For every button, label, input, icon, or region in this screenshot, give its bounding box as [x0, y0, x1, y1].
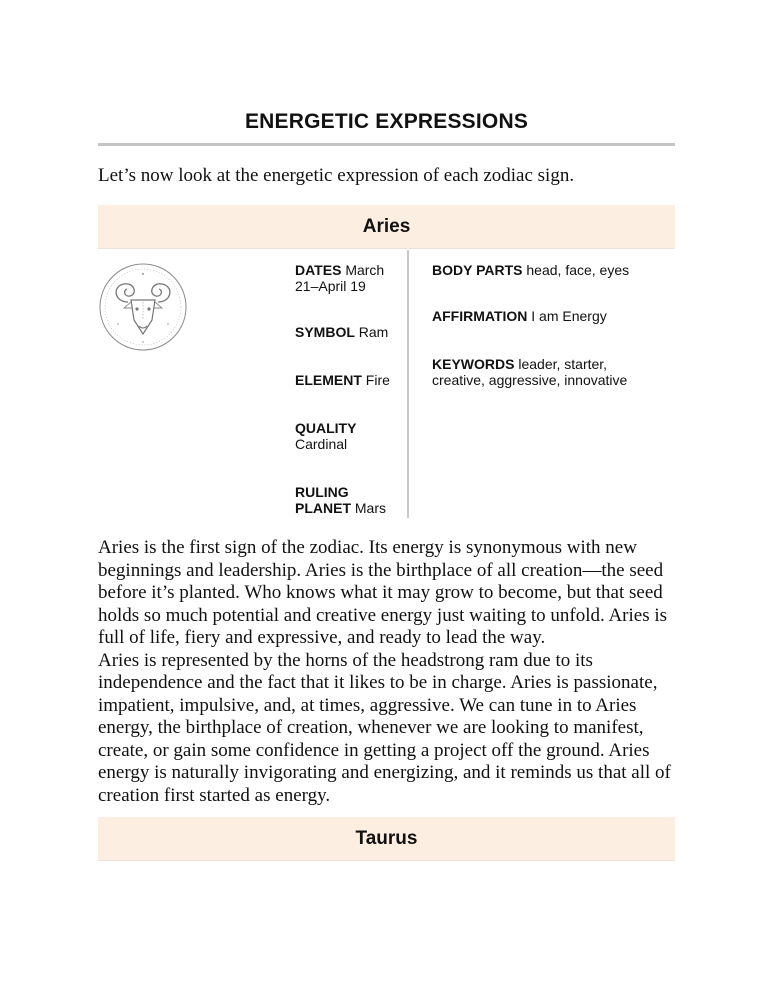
aries-description	[98, 537, 678, 807]
field-element	[295, 372, 390, 388]
aries-paragraph-1: Aries is the first sign of the zodiac. Its energy is synonymous with new beginnings and leadership. Aries is the birthplace of all creation—the seed before it’s planted. Who knows what it may grow to become, but that seed holds so much potential and creative energy just waiting to unfold. Aries is full of life, fiery and expressive, and ready to lead the way.	[98, 537, 668, 648]
column-divider	[407, 250, 409, 518]
aries-header-label: Aries	[362, 215, 411, 237]
page-title: ENERGETIC EXPRESSIONS	[244, 110, 529, 133]
field-ruling-planet	[295, 484, 395, 516]
field-element-label: ELEMENT	[295, 372, 362, 388]
field-quality	[295, 420, 356, 452]
field-ruling-planet-label: RULING PLANET	[295, 484, 351, 516]
field-dates-label: DATES	[295, 262, 342, 278]
field-symbol-value: Ram	[358, 324, 389, 340]
field-symbol	[295, 324, 388, 340]
intro-text: Let’s now look at the energetic expression of each zodiac sign.	[98, 165, 575, 186]
taurus-header-label: Taurus	[355, 827, 418, 849]
aries-details-right	[432, 262, 672, 412]
field-dates	[295, 262, 395, 294]
field-affirmation-value: I am Energy	[531, 308, 607, 324]
field-symbol-label: SYMBOL	[295, 324, 355, 340]
taurus-header	[98, 817, 675, 861]
field-affirmation	[432, 308, 607, 324]
field-keywords	[432, 356, 642, 388]
aries-details-left	[295, 262, 395, 518]
field-dates-value: March 21–April 19	[295, 262, 385, 294]
field-keywords-label: KEYWORDS	[432, 356, 515, 372]
field-body-parts-value: head, face, eyes	[526, 262, 630, 278]
field-body-parts-label: BODY PARTS	[432, 262, 523, 278]
ram-head-zodiac-icon	[98, 262, 188, 352]
field-quality-value: Cardinal	[295, 436, 348, 452]
title-underline	[98, 143, 675, 146]
field-element-value: Fire	[365, 372, 390, 388]
field-keywords-value: leader, starter, creative, aggressive, innovative	[432, 356, 628, 388]
field-ruling-planet-value: Mars	[354, 500, 387, 516]
aries-header	[98, 205, 675, 249]
aries-paragraph-2: Aries is represented by the horns of the headstrong ram due to its independence and the fact that it likes to be in charge. Aries is passionate, impatient, impulsive, and, at times, aggressive. We can tune in to Aries energy, the birthplace of creation, whenever we are looking to manifest, create, or gain some confidence in getting a project off the ground. Aries energy is naturally invigorating and energizing, and it reminds us that all of creation first started as energy.	[98, 649, 671, 806]
field-quality-label: QUALITY	[295, 420, 357, 436]
field-affirmation-label: AFFIRMATION	[432, 308, 528, 324]
field-body-parts	[432, 262, 629, 278]
